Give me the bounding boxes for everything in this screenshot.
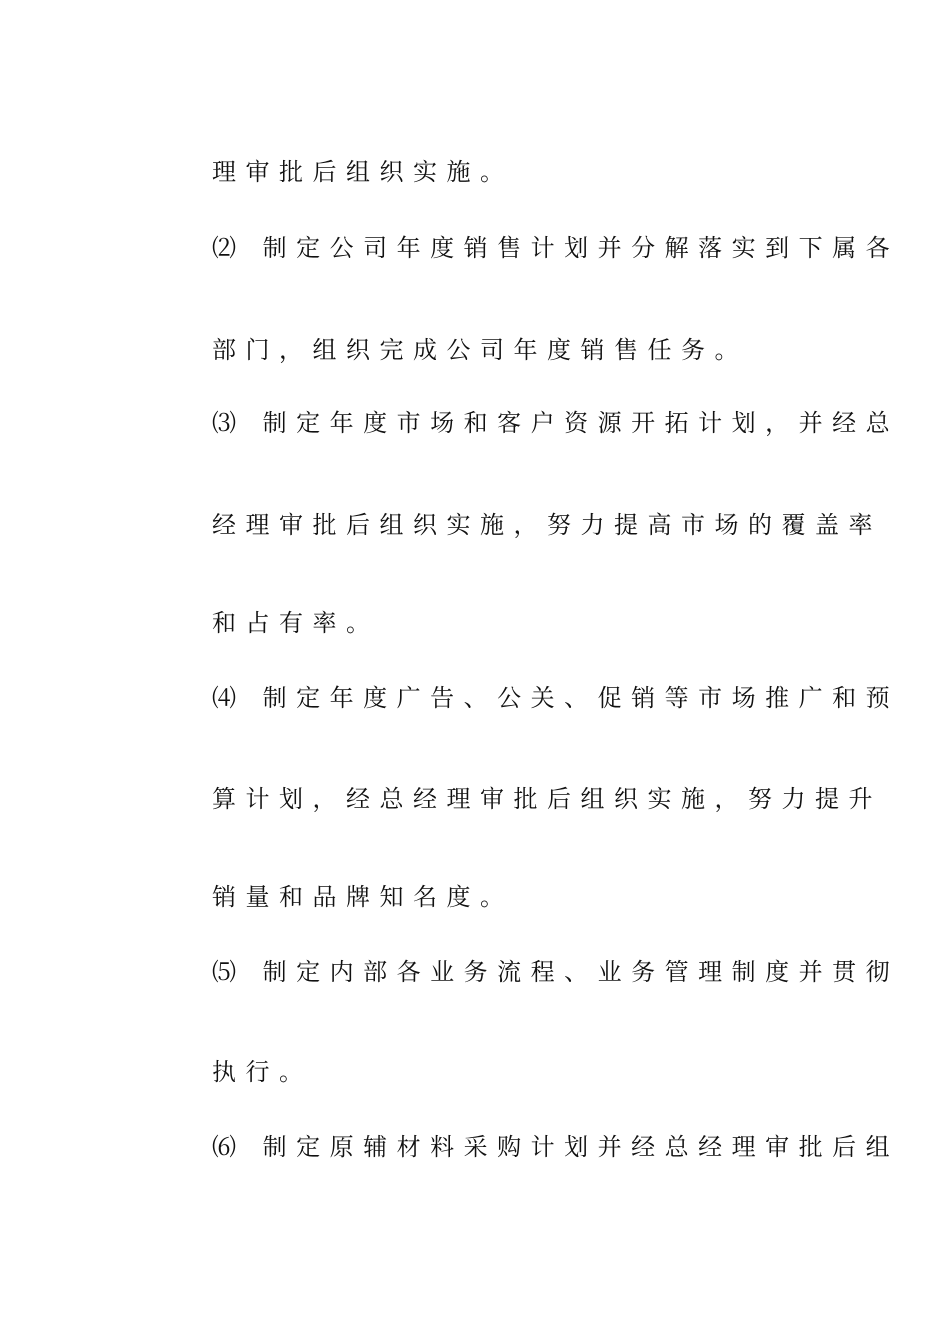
list-item-4-line: ⑷ 制定年度广告、公关、促销等市场推广和预	[212, 684, 900, 712]
text-line: 经理审批后组织实施，努力提高市场的覆盖率	[212, 511, 882, 539]
list-item-5-line: ⑸ 制定内部各业务流程、业务管理制度并贯彻	[212, 958, 900, 986]
text-line: 算计划，经总经理审批后组织实施，努力提升	[212, 785, 882, 813]
text-line: 理审批后组织实施。	[212, 158, 514, 186]
list-item-3-line: ⑶ 制定年度市场和客户资源开拓计划，并经总	[212, 409, 900, 437]
text-line: 和占有率。	[212, 609, 380, 637]
text-line: 销量和品牌知名度。	[212, 883, 514, 911]
list-item-6-line: ⑹ 制定原辅材料采购计划并经总经理审批后组	[212, 1133, 900, 1161]
list-item-2-line: ⑵ 制定公司年度销售计划并分解落实到下属各	[212, 234, 900, 262]
text-line: 执行。	[212, 1058, 313, 1086]
text-line: 部门，组织完成公司年度销售任务。	[212, 336, 748, 364]
